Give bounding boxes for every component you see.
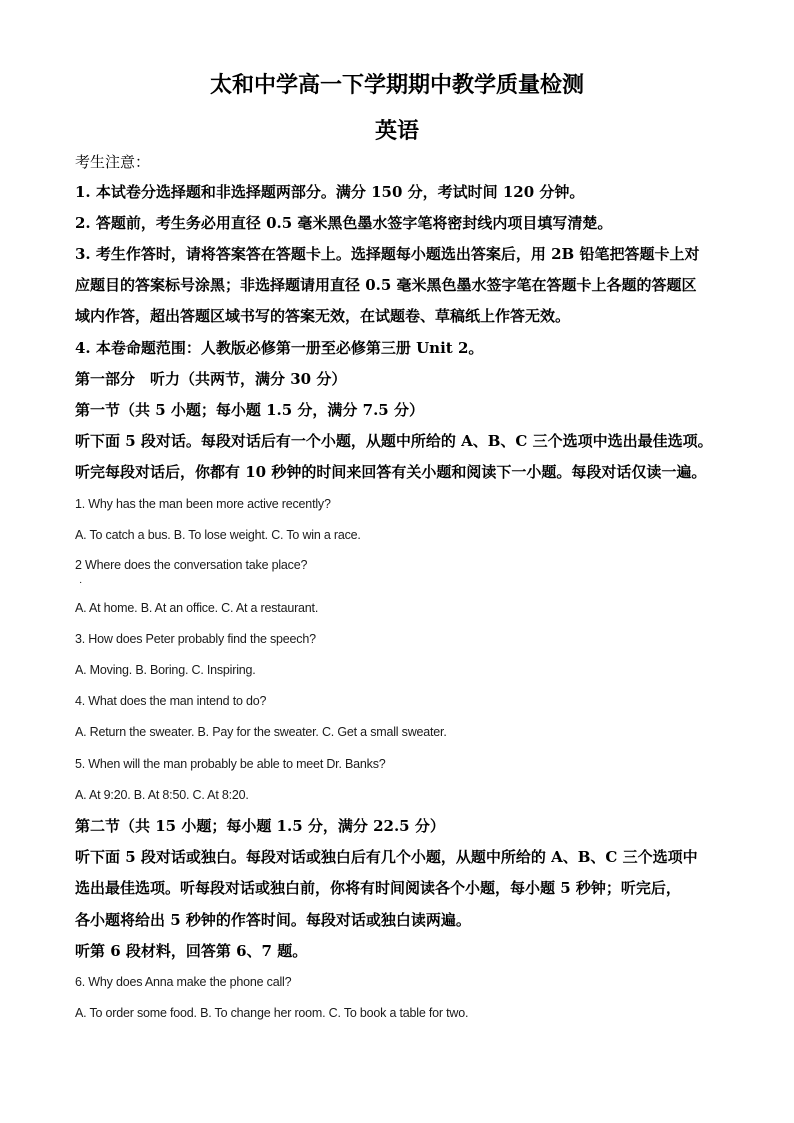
question-6-options: A. To order some food. B. To change her room. C. To book a table for two. (75, 1006, 469, 1020)
section-2-heading: 第二节（共 15 小题；每小题 1.5 分，满分 22.5 分） (75, 817, 445, 835)
question-1: 1. Why has the man been more active recently? (75, 497, 331, 511)
section-1-instruction-line-2: 听完每段对话后，你都有 10 秒钟的时间来回答有关小题和阅读下一小题。每段对话仅读一遍。 (75, 463, 707, 481)
question-5-options: A. At 9:20. B. At 8:50. C. At 8:20. (75, 788, 249, 802)
question-3: 3. How does Peter probably find the speech? (75, 632, 316, 646)
notice-item-3-line-3: 域内作答，超出答题区域书写的答案无效，在试题卷、草稿纸上作答无效。 (75, 307, 571, 325)
section-1-heading: 第一节（共 5 小题；每小题 1.5 分，满分 7.5 分） (75, 401, 424, 419)
section-1-instruction-line-1: 听下面 5 段对话。每段对话后有一个小题，从题中所给的 A、B、C 三个选项中选出最佳选项。 (75, 432, 713, 450)
question-4-options: A. Return the sweater. B. Pay for the sweater. C. Get a small sweater. (75, 725, 447, 739)
question-5: 5. When will the man probably be able to meet Dr. Banks? (75, 757, 386, 771)
question-2: 2 Where does the conversation take place? (75, 558, 308, 572)
section-2-instruction-line-1: 听下面 5 段对话或独白。每段对话或独白后有几个小题，从题中所给的 A、B、C 三个选项中 (75, 848, 698, 866)
exam-title: 太和中学高一下学期期中教学质量检测 (209, 72, 584, 98)
section-2-instruction-line-2: 选出最佳选项。听每段对话或独白前，你将有时间阅读各个小题，每小题 5 秒钟；听完后， (75, 879, 681, 897)
subject-title: 英语 (374, 118, 419, 144)
notice-item-3-line-1: 3. 考生作答时，请将答案答在答题卡上。选择题每小题选出答案后，用 2B 铅笔把答题卡上对 (75, 245, 700, 263)
question-4: 4. What does the man intend to do? (75, 694, 267, 708)
notice-item-2: 2. 答题前，考生务必用直径 0.5 毫米黑色墨水签字笔将密封线内项目填写清楚。 (75, 214, 613, 232)
notice-item-3-line-2: 应题目的答案标号涂黑；非选择题请用直径 0.5 毫米黑色墨水签字笔在答题卡上各题的答题区 (75, 276, 697, 294)
notice-item-1: 1. 本试卷分选择题和非选择题两部分。满分 150 分，考试时间 120 分钟。 (75, 183, 585, 201)
section-2-instruction-line-3: 各小题将给出 5 秒钟的作答时间。每段对话或独白读两遍。 (75, 911, 471, 929)
stray-mark: · (79, 577, 83, 588)
question-2-options: A. At home. B. At an office. C. At a restaurant. (75, 601, 319, 615)
question-1-options: A. To catch a bus. B. To lose weight. C. To win a race. (75, 528, 361, 542)
part-1-heading: 第一部分 听力（共两节，满分 30 分） (75, 370, 347, 388)
notice-heading: 考生注意： (75, 153, 151, 171)
question-3-options: A. Moving. B. Boring. C. Inspiring. (75, 663, 256, 677)
notice-item-4: 4. 本卷命题范围：人教版必修第一册至必修第三册 Unit 2。 (75, 339, 484, 357)
material-6-heading: 听第 6 段材料，回答第 6、7 题。 (75, 942, 308, 960)
question-6: 6. Why does Anna make the phone call? (75, 975, 292, 989)
